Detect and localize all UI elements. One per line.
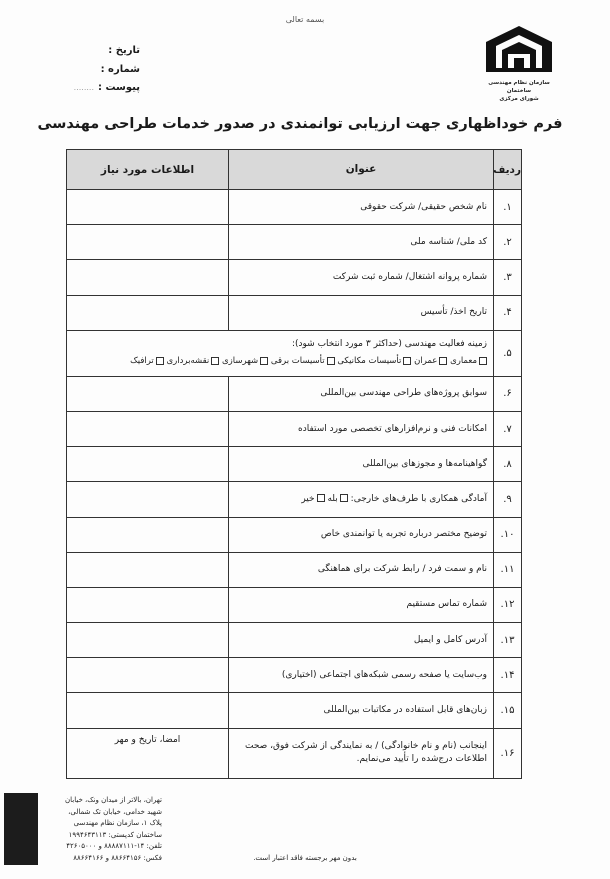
table-row	[67, 693, 522, 728]
row-number: ۱۰.	[494, 517, 522, 552]
date-field	[30, 45, 140, 56]
row-number: ۴.	[494, 295, 522, 330]
row-info-cell[interactable]	[67, 260, 229, 295]
row-number: ۱۱.	[494, 552, 522, 587]
row-number: ۱۲.	[494, 587, 522, 622]
row-title: شماره تماس مستقیم	[229, 587, 494, 622]
row-title: آمادگی همکاری با طرف‌های خارجی:	[350, 493, 487, 504]
row-info-cell[interactable]	[67, 295, 229, 330]
table-row	[67, 552, 522, 587]
signature-cell[interactable]	[67, 728, 229, 778]
postal-code-line: ساختمان کدپستی: ۱۹۹۴۶۴۳۱۱۳	[68, 830, 162, 839]
row-number: ۶.	[494, 376, 522, 411]
checkbox-yes[interactable]	[340, 494, 348, 502]
table-row	[67, 447, 522, 482]
row-info-cell[interactable]	[67, 517, 229, 552]
row-info-cell[interactable]	[67, 552, 229, 587]
attachment-label: پیوست :	[97, 82, 140, 93]
table-row-activity-field	[67, 330, 522, 376]
logo-caption	[476, 79, 562, 103]
table-row-cooperation	[67, 482, 522, 517]
self-declaration-table	[66, 149, 522, 779]
row-title: نام شخص حقیقی/ شرکت حقوقی	[229, 190, 494, 225]
table-row	[67, 190, 522, 225]
row-title: توضیح مختصر درباره تجربه یا توانمندی خاص	[229, 517, 494, 552]
row-title: تاریخ اخذ/ تأسیس	[229, 295, 494, 330]
row-number: ۱۳.	[494, 623, 522, 658]
row-info-cell[interactable]	[67, 482, 229, 517]
row-number: ۸.	[494, 447, 522, 482]
activity-options	[73, 355, 487, 368]
invocation-text: بسمه تعالی	[285, 15, 325, 24]
row-number: ۱.	[494, 190, 522, 225]
row-title: وب‌سایت یا صفحه رسمی شبکه‌های اجتماعی (اختیاری)	[229, 658, 494, 693]
signature-label: امضا، تاریخ و مهر	[114, 734, 181, 745]
column-header-title: عنوان	[229, 150, 494, 190]
number-label: شماره :	[100, 64, 140, 75]
checkbox-urban-planning[interactable]	[260, 357, 268, 365]
row-title: شماره پروانه اشتغال/ شماره ثبت شرکت	[229, 260, 494, 295]
row-title-cell	[229, 482, 494, 517]
checkbox-architecture[interactable]	[479, 357, 487, 365]
table-header-row	[67, 150, 522, 190]
table-row	[67, 411, 522, 446]
row-number: ۱۵.	[494, 693, 522, 728]
row-info-cell[interactable]	[67, 225, 229, 260]
address-line: تهران، بالاتر از میدان ونک، خیابان	[65, 796, 162, 804]
activity-field-cell	[67, 330, 494, 376]
row-info-cell[interactable]	[67, 693, 229, 728]
option-label: عمران	[414, 356, 438, 367]
option-label: تأسیسات برقی	[270, 356, 325, 367]
table-row	[67, 260, 522, 295]
row-info-cell[interactable]	[67, 623, 229, 658]
organization-logo	[476, 24, 562, 102]
logo-emblem-icon	[484, 24, 554, 78]
column-header-required-info: اطلاعات مورد نیاز	[67, 150, 229, 190]
row-info-cell[interactable]	[67, 190, 229, 225]
table-row	[67, 658, 522, 693]
address-line: شهید خدامی، خیابان تک شمالی،	[68, 807, 162, 816]
table-row	[67, 623, 522, 658]
row-info-cell[interactable]	[67, 587, 229, 622]
declaration-text: اینجانب (نام و نام خانوادگی) / به نمایندگی از شرکت فوق، صحت اطلاعات درج‌شده را تأیید می‌نمایم.	[229, 728, 494, 778]
row-number: ۵.	[494, 330, 522, 376]
option-label: معماری	[450, 356, 477, 367]
row-number: ۹.	[494, 482, 522, 517]
option-label: شهرسازی	[221, 356, 259, 367]
row-title: نام و سمت فرد / رابط شرکت برای هماهنگی	[229, 552, 494, 587]
stamp-validity-note: بدون مهر برجسته فاقد اعتبار است.	[253, 854, 357, 862]
table-row	[67, 376, 522, 411]
table-row	[67, 225, 522, 260]
row-title: زمینه فعالیت مهندسی (حداکثر ۳ مورد انتخاب شود):	[291, 339, 487, 350]
checkbox-civil[interactable]	[439, 357, 447, 365]
logo-org-name: سازمان نظام مهندسی ساختمان	[488, 80, 550, 94]
checkbox-electrical[interactable]	[327, 357, 335, 365]
address-line: پلاک ۱، سازمان نظام مهندسی	[73, 819, 162, 827]
phone-line: تلفن: ۱۴-۸۸۸۸۷۱۱۱ و ۴۲۶۰۵۰۰۰	[66, 842, 162, 850]
option-label: خیر	[301, 493, 315, 504]
row-number: ۷.	[494, 411, 522, 446]
checkbox-surveying[interactable]	[211, 357, 219, 365]
option-label: ترافیک	[130, 356, 154, 367]
row-title: امکانات فنی و نرم‌افزارهای تخصصی مورد استفاده	[229, 411, 494, 446]
date-label: تاریخ :	[108, 45, 140, 56]
page-title: فرم خوداظهاری جهت ارزیابی توانمندی در صدور خدمات طراحی مهندسی	[37, 116, 563, 132]
row-title: آدرس کامل و ایمیل	[229, 623, 494, 658]
row-title: گواهینامه‌ها و مجوزهای بین‌المللی	[229, 447, 494, 482]
row-info-cell[interactable]	[67, 447, 229, 482]
option-label: تأسیسات مکانیکی	[337, 356, 402, 367]
checkbox-no[interactable]	[317, 494, 325, 502]
checkbox-mechanical[interactable]	[403, 357, 411, 365]
row-number: ۱۶.	[494, 728, 522, 778]
row-info-cell[interactable]	[67, 376, 229, 411]
logo-org-unit: شورای مرکزی	[499, 96, 539, 102]
row-number: ۲.	[494, 225, 522, 260]
organization-address	[42, 795, 162, 864]
option-label: نقشه‌برداری	[166, 356, 210, 367]
row-info-cell[interactable]	[67, 411, 229, 446]
table-row-declaration	[67, 728, 522, 778]
option-label: بله	[327, 493, 338, 504]
table-row	[67, 295, 522, 330]
table-row	[67, 587, 522, 622]
row-info-cell[interactable]	[67, 658, 229, 693]
qr-code-icon	[4, 793, 38, 865]
row-title: سوابق پروژه‌های طراحی مهندسی بین‌المللی	[229, 376, 494, 411]
checkbox-traffic[interactable]	[156, 357, 164, 365]
number-field	[30, 64, 140, 75]
table-row	[67, 517, 522, 552]
column-header-row-number: ردیف	[494, 150, 522, 190]
row-number: ۱۴.	[494, 658, 522, 693]
fax-line: فکس: ۸۸۶۶۴۱۵۶ و ۸۸۶۶۴۱۶۶	[73, 853, 162, 862]
row-title: کد ملی/ شناسه ملی	[229, 225, 494, 260]
row-title: زبان‌های قابل استفاده در مکاتبات بین‌المللی	[229, 693, 494, 728]
attachment-field	[30, 82, 140, 93]
attachment-value: ........	[73, 83, 94, 92]
row-number: ۳.	[494, 260, 522, 295]
